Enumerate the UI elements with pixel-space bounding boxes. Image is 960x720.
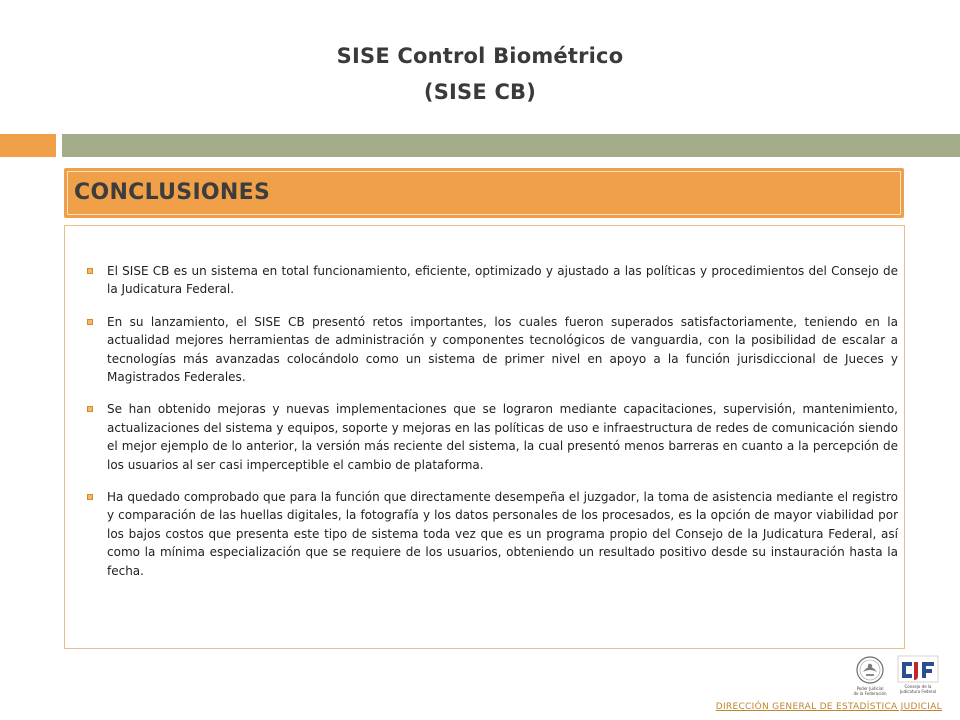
footer-department: DIRECCIÓN GENERAL DE ESTADÍSTICA JUDICIAL xyxy=(715,702,942,712)
decorative-green-bar xyxy=(62,134,960,157)
section-banner xyxy=(64,168,904,218)
decorative-orange-bar xyxy=(0,134,56,157)
bullet-square-icon xyxy=(87,313,107,387)
bullet-item xyxy=(87,488,898,580)
bullet-text: Ha quedado comprobado que para la función que directamente desempeña el juzgador, la toma de asistencia mediante el registro y comparación de las huellas digitales, la fotografía y los datos personales de los procesados, es la opción de mayor viabilidad por los bajos costos que presenta este tipo de sistema toda vez que es un programa propio del Consejo de la Judicatura Federal, así como la mínima especialización que se requiere de los usuarios, obteniendo un resultado positivo desde su instauración hasta la fecha. xyxy=(107,490,898,578)
bullet-square-icon xyxy=(87,488,107,580)
cjf-logo-icon xyxy=(896,654,940,698)
title-line-1: SISE Control Biométrico xyxy=(336,44,624,68)
title-line-2: (SISE CB) xyxy=(423,80,537,104)
bullet-text: En su lanzamiento, el SISE CB presentó retos importantes, los cuales fueron superados satisfactoriamente, teniendo en la actualidad mejores herramientas de administración y componentes tecnológicos de vanguardia, con la posibilidad de escalar a tecnologías más avanzadas colocándolo como un sistema de primer nivel en apoyo a la función jurisdiccional de Jueces y Magistrados Federales. xyxy=(107,314,898,385)
cjf-caption: Consejo de la Judicatura Federal xyxy=(899,684,937,694)
bullet-list xyxy=(87,262,898,594)
content-box xyxy=(64,225,905,649)
bullet-item xyxy=(87,313,898,387)
section-title: CONCLUSIONES xyxy=(74,180,271,205)
bullet-item xyxy=(87,400,898,474)
bullet-square-icon xyxy=(87,262,107,299)
slide-title xyxy=(0,38,960,110)
bullet-text: El SISE CB es un sistema en total funcionamiento, eficiente, optimizado y ajustado a las políticas y procedimientos del Consejo de la Judicatura Federal. xyxy=(107,264,898,297)
poder-judicial-caption: Poder Judicial de la Federación xyxy=(853,686,887,696)
bullet-item xyxy=(87,262,898,299)
poder-judicial-seal-icon xyxy=(848,654,892,698)
bullet-square-icon xyxy=(87,400,107,474)
bullet-text: Se han obtenido mejoras y nuevas implementaciones que se lograron mediante capacitaciones, supervisión, mantenimiento, actualizaciones del sistema y equipos, soporte y mejoras en las políticas de uso e infraestructura de redes de comunicación siendo el mejor ejemplo de lo anterior, la versión más reciente del sistema, la cual presentó menos barreras en cuanto a la percepción de los usuarios al ser casi imperceptible el cambio de plataforma. xyxy=(107,402,898,472)
